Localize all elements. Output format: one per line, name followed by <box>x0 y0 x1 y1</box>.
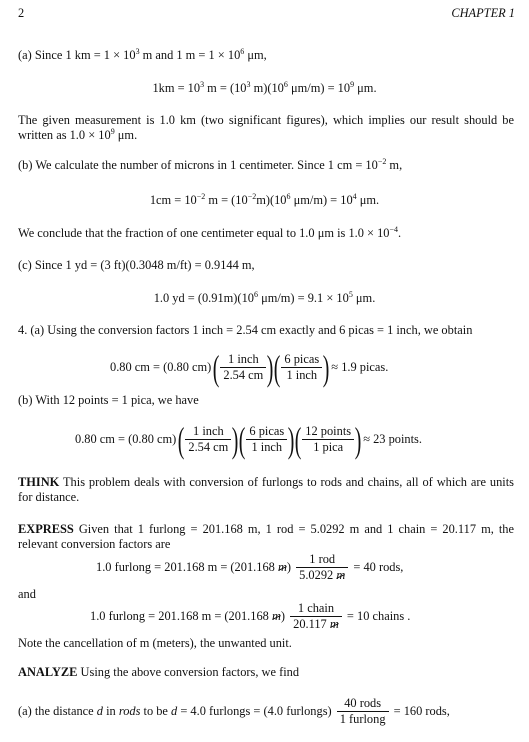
problem-5-analyze: ANALYZE Using the above conversion factors, we find <box>18 665 300 679</box>
equation-cm-to-points: 0.80 cm = (0.80 cm) ( $\frac{\text{1 inch}}{2.54 cm}$ ) ( $\frac{\text{6 picas}}{\text{1 inch}}$ ) ( $\frac{\text{12 points}}{\text{1 pica}}$ ) ≈ 23 points. <box>75 419 422 460</box>
cancellation-note: Note the cancellation of m (meters), the unwanted unit. <box>18 636 292 650</box>
part-a-rods-equation: (a) the distance d in rods to be d = 4.0 furlongs = (4.0 furlongs) $\frac{\text{40 rods}}{\text{1 furlong}}$ = 160 rods, <box>18 696 450 726</box>
chapter-heading: CHAPTER 1 <box>451 6 515 20</box>
part-a-intro: (a) Since 1 km = $1 \times 10^3$ m and 1 $m = 1 \times 10^6$ μm, <box>18 46 267 62</box>
equation-km-to-um: $1km = 10^3$ $m = (10^3$ $m)(10^6$ $\mu m/m) = 10^9$ μm. <box>152 79 377 95</box>
equation-furlong-to-rods: 1.0 furlong = 201.168 m = (201.168 m) $\frac{\text{1 rod}}{5.0292 m}$ = 40 rods, <box>96 552 404 582</box>
equation-cm-to-picas: 0.80 cm = (0.80 cm) ( $\frac{\text{1 inch}}{2.54 cm}$ ) ( $\frac{\text{6 picas}}{\text{1 inch}}$ ) ≈ 1.9 picas. <box>110 347 389 388</box>
problem-5-express: EXPRESS Given that 1 furlong = 201.168 m, 1 rod = 5.0292 m and 1 chain = 20.117 m, the relevant conversion factors are <box>18 522 514 551</box>
equation-cm-to-um: $1cm = 10^{-2}$ $m = (10^{-2}m)(10^6$ $\mu m/m) = 10^4$ μm. <box>149 191 380 207</box>
equation-furlong-to-chains: 1.0 furlong = 201.168 m = (201.168 m) $\frac{\text{1 chain}}{20.117 m}$ = 10 chains . <box>90 601 411 631</box>
problem-4-intro: 4. (a) Using the conversion factors 1 inch = 2.54 cm exactly and 6 picas = 1 inch, we obtain <box>18 323 473 337</box>
part-b-intro: (b) We calculate the number of microns in 1 centimeter. Since 1 cm = $10^{-2}$ m, <box>18 156 403 172</box>
and-connector: and <box>18 587 36 601</box>
problem-5-think: THINK This problem deals with conversion of furlongs to rods and chains, all of which are units for distance. <box>18 475 514 504</box>
part-b-conclusion: We conclude that the fraction of one centimeter equal to 1.0 μm is $1.0 \times 10^{-4}$. <box>18 224 402 240</box>
significant-figures-paragraph: The given measurement is 1.0 km (two significant figures), which implies our result should be written as $1.0 \times 10^9$ μm. <box>18 113 514 142</box>
part-c-intro: (c) Since 1 yd = (3 ft)(0.3048 m/ft) = 0.9144 m, <box>18 258 255 272</box>
equation-yd-to-um: 1.0 yd = $(0.91m)(10^6$ $\mu m/m) = 9.1 \times 10^5$ μm. <box>153 289 376 305</box>
problem-4-part-b-intro: (b) With 12 points = 1 pica, we have <box>18 393 199 407</box>
page-number: 2 <box>18 6 25 20</box>
